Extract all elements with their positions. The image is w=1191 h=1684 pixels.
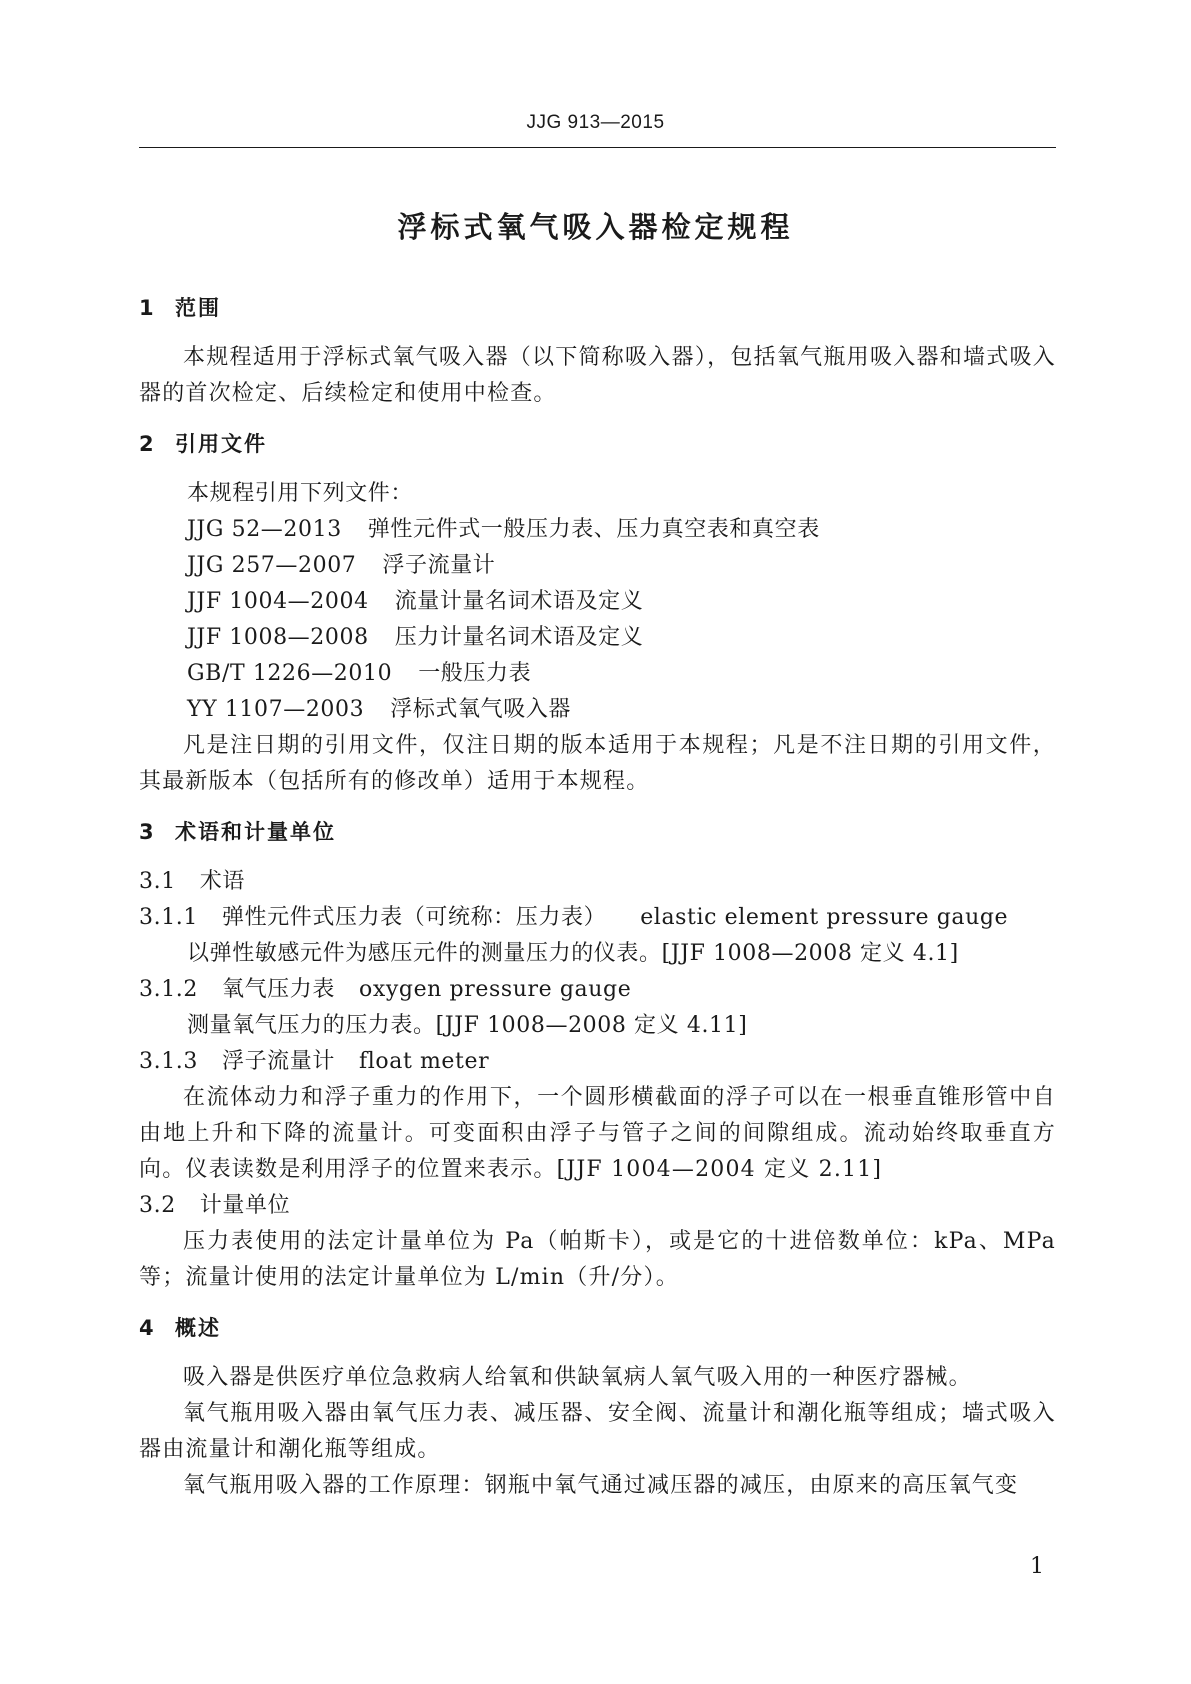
reference-name: 浮子流量计 [382, 553, 496, 578]
section-title: 术语和计量单位 [175, 820, 336, 844]
running-header: JJG 913—2015 [526, 112, 665, 133]
reference-item [139, 692, 1056, 728]
reference-item [139, 512, 1056, 548]
overview-paragraph: 吸入器是供医疗单位急救病人给氧和供缺氧病人氧气吸入用的一种医疗器械。 [183, 1365, 972, 1390]
section-number: 1 [139, 296, 156, 320]
term-english: elastic element pressure gauge [640, 905, 1009, 930]
term-english: oxygen pressure gauge [359, 977, 632, 1002]
section-number: 3 [139, 820, 156, 844]
section-title: 范围 [175, 296, 221, 320]
section-3-heading [139, 814, 1056, 850]
reference-code: GB/T 1226—2010 [187, 661, 393, 686]
units-paragraph: 压力表使用的法定计量单位为 Pa（帕斯卡），或是它的十进倍数单位：kPa、MPa 等；流量计使用的法定计量单位为 L/min（升/分）。 [139, 1229, 1056, 1290]
subsection-3-2 [139, 1188, 1056, 1224]
reference-code: JJF 1004—2004 [187, 589, 369, 614]
reference-name: 弹性元件式一般压力表、压力真空表和真空表 [367, 517, 820, 542]
references-intro: 本规程引用下列文件： [187, 481, 414, 506]
reference-item [139, 620, 1056, 656]
subsection-number: 3.2 [139, 1193, 176, 1218]
document-body [139, 290, 1056, 1504]
term-3-1-3 [139, 1044, 1056, 1080]
term-chinese: 氧气压力表 [221, 977, 335, 1002]
reference-name: 浮标式氧气吸入器 [390, 697, 572, 722]
section-title: 引用文件 [175, 432, 267, 456]
section-number: 4 [139, 1316, 156, 1340]
term-number: 3.1.1 [139, 905, 198, 930]
term-english: float meter [359, 1049, 490, 1074]
page-number: 1 [1030, 1554, 1044, 1579]
subsection-number: 3.1 [139, 869, 176, 894]
term-definition: 测量氧气压力的压力表。[JJF 1008—2008 定义 4.11] [187, 1013, 748, 1038]
scope-paragraph: 本规程适用于浮标式氧气吸入器（以下简称吸入器），包括氧气瓶用吸入器和墙式吸入器的首次检定、后续检定和使用中检查。 [139, 345, 1056, 406]
term-definition: 以弹性敏感元件为感压元件的测量压力的仪表。[JJF 1008—2008 定义 4.1] [187, 941, 959, 966]
section-1-heading [139, 290, 1056, 326]
reference-name: 流量计量名词术语及定义 [394, 589, 644, 614]
subsection-title: 计量单位 [199, 1193, 291, 1218]
reference-code: JJG 52—2013 [187, 517, 342, 542]
term-3-1-2 [139, 972, 1056, 1008]
reference-code: JJG 257—2007 [187, 553, 357, 578]
references-note: 凡是注日期的引用文件，仅注日期的版本适用于本规程；凡是不注日期的引用文件，其最新版本（包括所有的修改单）适用于本规程。 [139, 733, 1056, 794]
term-definition: 在流体动力和浮子重力的作用下，一个圆形横截面的浮子可以在一根垂直锥形管中自由地上升和下降的流量计。可变面积由浮子与管子之间的间隙组成。流动始终取垂直方向。仪表读数是利用浮子的位置来表示。[JJF 1004—2004 定义 2.11] [139, 1085, 1056, 1182]
section-title: 概述 [175, 1316, 221, 1340]
term-chinese: 浮子流量计 [221, 1049, 335, 1074]
section-4-heading [139, 1310, 1056, 1346]
term-chinese: 弹性元件式压力表（可统称：压力表） [221, 905, 607, 930]
reference-code: YY 1107—2003 [187, 697, 365, 722]
header-divider [139, 147, 1056, 148]
reference-item [139, 548, 1056, 584]
section-number: 2 [139, 432, 156, 456]
subsection-title: 术语 [199, 869, 245, 894]
document-title: 浮标式氧气吸入器检定规程 [397, 210, 794, 244]
overview-paragraph: 氧气瓶用吸入器由氧气压力表、减压器、安全阀、流量计和潮化瓶等组成；墙式吸入器由流量计和潮化瓶等组成。 [139, 1401, 1056, 1462]
section-2-heading [139, 426, 1056, 462]
overview-paragraph: 氧气瓶用吸入器的工作原理：钢瓶中氧气通过减压器的减压，由原来的高压氧气变 [183, 1473, 1019, 1498]
subsection-3-1 [139, 864, 1056, 900]
reference-code: JJF 1008—2008 [187, 625, 369, 650]
reference-item [139, 584, 1056, 620]
reference-item [139, 656, 1056, 692]
reference-name: 压力计量名词术语及定义 [394, 625, 644, 650]
term-number: 3.1.3 [139, 1049, 198, 1074]
term-number: 3.1.2 [139, 977, 198, 1002]
term-3-1-1 [139, 900, 1056, 936]
reference-name: 一般压力表 [418, 661, 532, 686]
